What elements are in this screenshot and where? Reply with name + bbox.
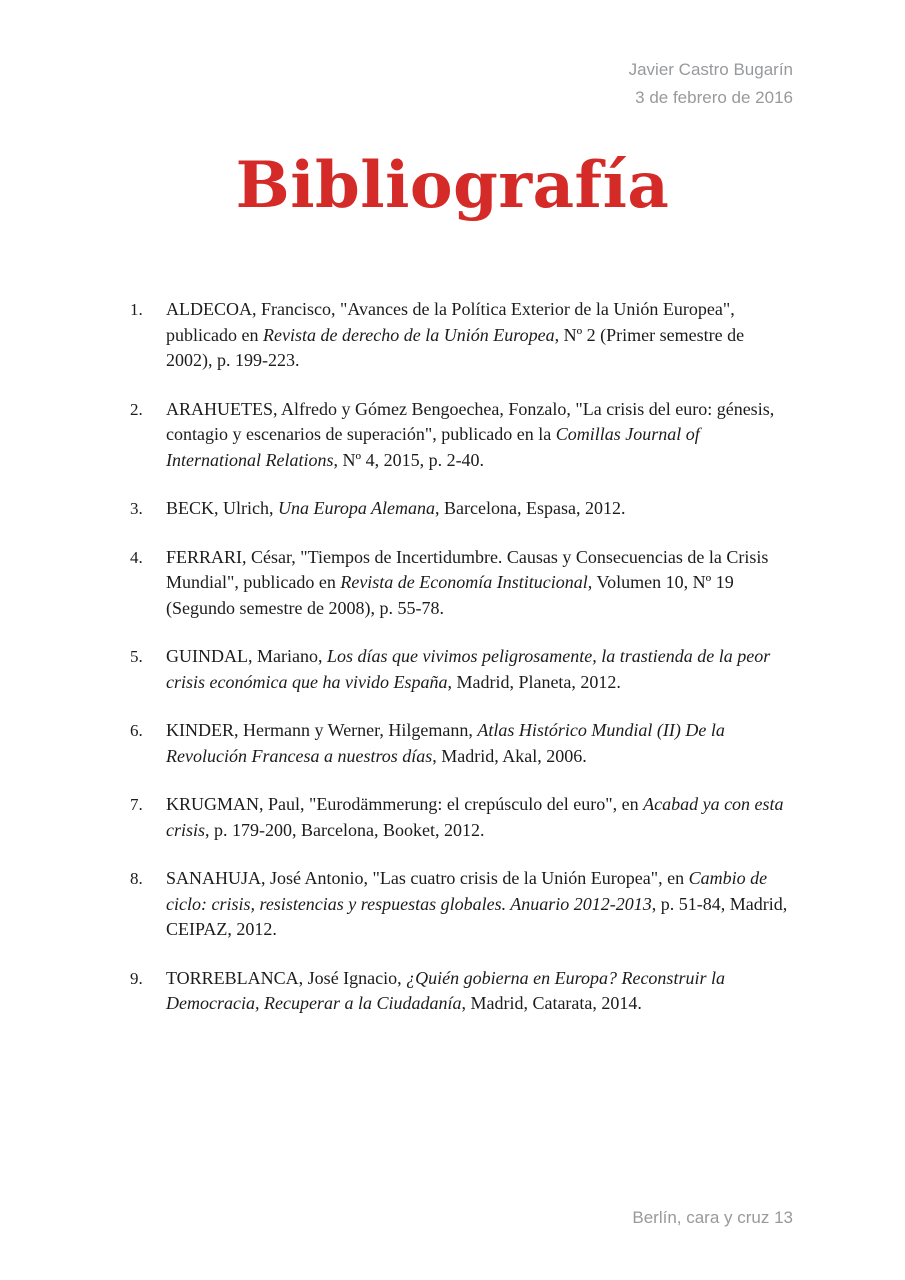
document-date: 3 de febrero de 2016 [635,88,793,107]
entry-number: 1. [130,300,143,319]
entry-segment-italic: Revista de Economía Institucional [340,572,588,592]
entry-text [166,644,793,695]
entry-segment: BECK, Ulrich, [166,498,278,518]
list-item [130,496,793,522]
entry-segment: ALDECOA, Francisco, "Avances de la Política Exterior de la Unión Europea", publicado en [166,299,735,345]
entry-text [166,496,793,522]
page-footer [632,1208,793,1228]
footer-text: Berlín, cara y cruz 13 [632,1208,793,1227]
entry-number: 9. [130,968,143,988]
entry-text [166,966,793,1017]
entry-segment-italic: Atlas Histórico Mundial (II) De la Revolución Francesa a nuestros días [166,720,725,766]
page-title: Bibliografía [235,148,670,223]
entry-text [166,297,793,374]
entry-segment-italic: ¿Quién gobierna en Europa? Reconstruir la Democracia, Recuperar a la Ciudadanía [166,967,725,1013]
list-item [130,718,793,769]
entry-text [166,866,793,943]
entry-number: 5. [130,647,143,666]
list-item [130,644,793,695]
entry-segment: GUINDAL, Mariano, [166,646,327,666]
entry-segment: , Madrid, Planeta, 2012. [447,671,621,692]
entry-number: 8. [130,869,143,888]
entry-segment: , Nº 2 (Primer semestre de 2002), p. 199-223. [166,324,745,370]
entry-number: 7. [130,795,143,814]
list-item [130,792,793,843]
bibliography-list [130,297,793,1040]
entry-number: 4. [130,547,143,567]
entry-segment-italic: Acabad ya con esta crisis [166,794,784,840]
entry-segment: FERRARI, César, "Tiempos de Incertidumbre. Causas y Consecuencias de la Crisis Mundial", publicado en [166,546,769,592]
entry-number: 2. [130,399,143,419]
entry-text [166,718,793,769]
entry-segment: , Nº 4, 2015, p. 2-40. [333,449,485,470]
entry-text [166,397,793,474]
page-header [629,56,793,112]
entry-segment-italic: Cambio de ciclo: crisis, resistencias y respuestas globales. Anuario 2012-2013 [166,868,768,914]
list-item [130,866,793,943]
list-item [130,297,793,374]
list-item [130,545,793,622]
entry-segment: , Madrid, Akal, 2006. [432,745,587,766]
entry-segment: ARAHUETES, Alfredo y Gómez Bengoechea, Fonzalo, "La crisis del euro: génesis, contagio y escenarios de superación", publicado en la [166,398,775,444]
entry-segment-italic: Comillas Journal of International Relations [166,424,700,470]
entry-segment: , p. 51-84, Madrid, CEIPAZ, 2012. [166,893,788,939]
entry-number: 6. [130,721,143,740]
entry-text [166,545,793,622]
entry-segment: SANAHUJA, José Antonio, "Las cuatro crisis de la Unión Europea", en [166,868,689,888]
entry-segment: , p. 179-200, Barcelona, Booket, 2012. [205,819,485,840]
entry-segment-italic: Revista de derecho de la Unión Europea [262,324,555,345]
list-item [130,966,793,1017]
entry-segment: KRUGMAN, Paul, "Eurodämmerung: el crepúsculo del euro", en [166,794,644,814]
entry-segment: , Barcelona, Espasa, 2012. [435,498,626,518]
entry-segment-italic: Los días que vivimos peligrosamente, la trastienda de la peor crisis económica que ha vivido España [166,646,771,692]
author-name: Javier Castro Bugarín [628,60,793,79]
entry-text [166,792,793,843]
list-item [130,397,793,474]
entry-segment: , Madrid, Catarata, 2014. [461,993,642,1013]
entry-segment: TORREBLANCA, José Ignacio, [166,967,407,988]
entry-segment-italic: Una Europa Alemana [278,498,435,518]
entry-segment: KINDER, Hermann y Werner, Hilgemann, [166,720,478,740]
entry-number: 3. [130,499,143,518]
entry-segment: , Volumen 10, Nº 19 (Segundo semestre de 2008), p. 55-78. [166,572,734,618]
